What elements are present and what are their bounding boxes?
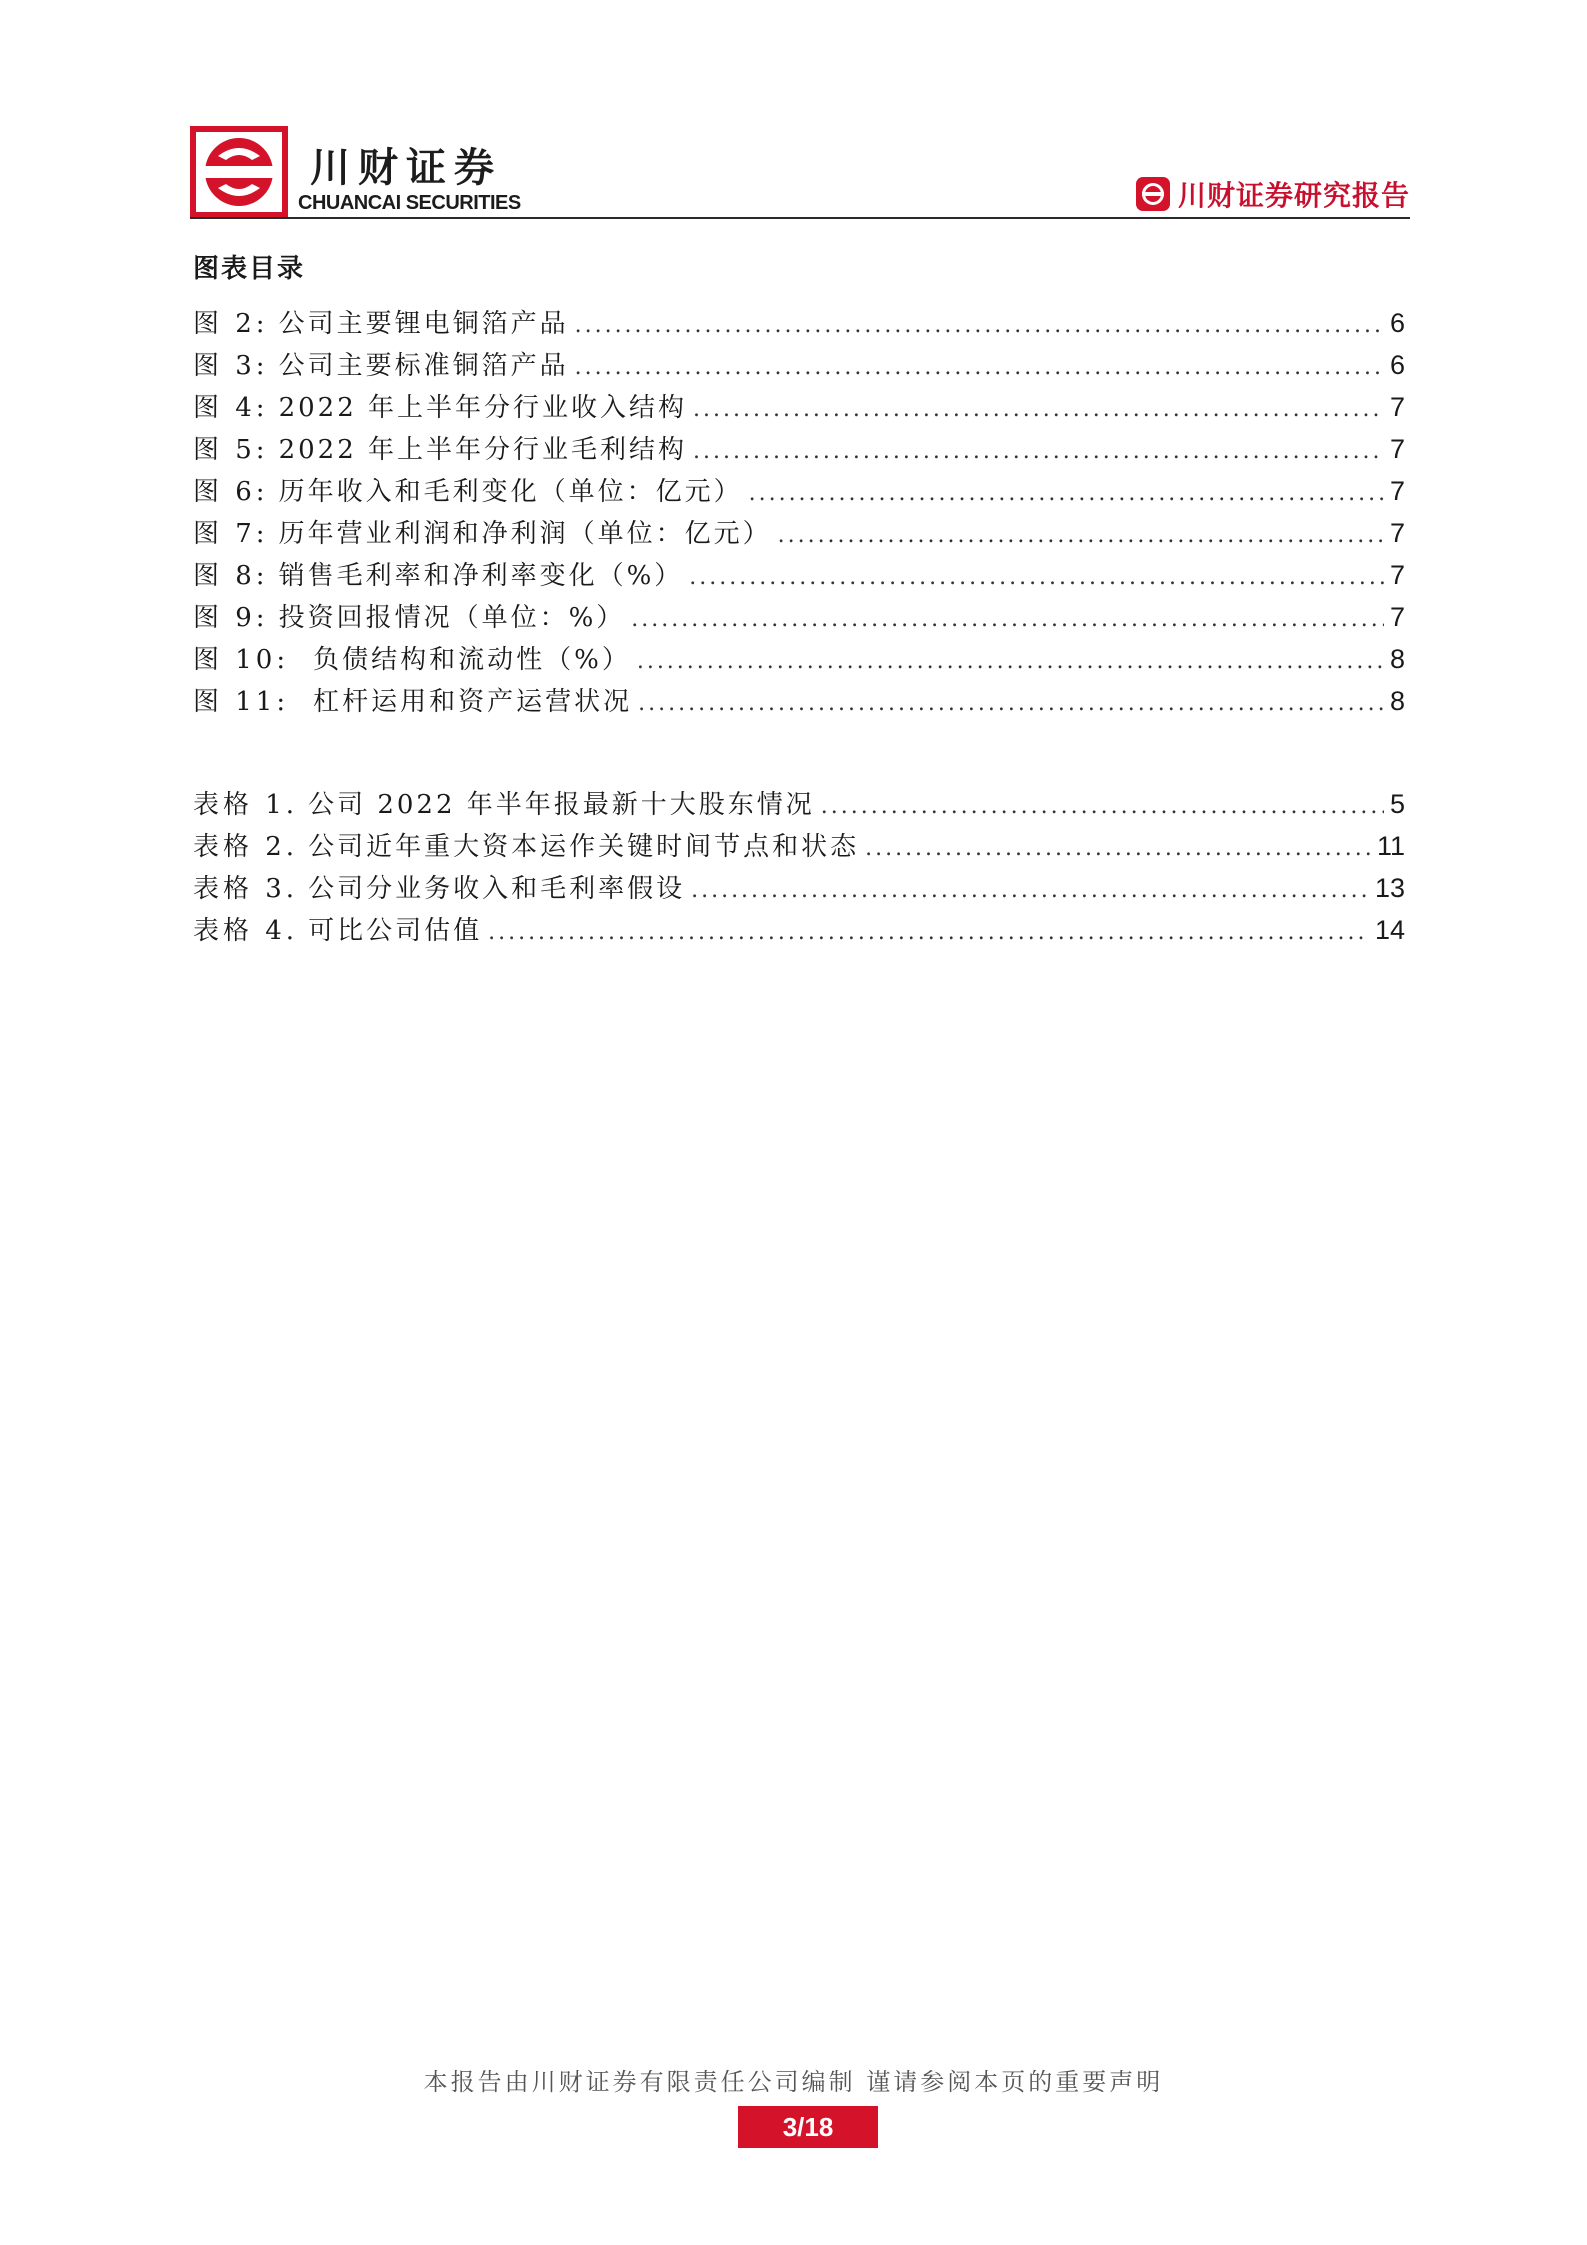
toc-entry-number: 图 11: (193, 687, 290, 717)
toc-entry-title: 公司分业务收入和毛利率假设 (308, 874, 686, 904)
toc-entry-page: 7 (1389, 392, 1405, 422)
toc-entry-page: 13 (1374, 873, 1405, 903)
toc-entry-number: 图 6: (193, 477, 269, 507)
toc-entry-figure-7[interactable] (193, 513, 1405, 555)
page-number-badge: 3/18 (738, 2106, 878, 2148)
header-divider (190, 217, 1410, 219)
dot-leader (575, 355, 1384, 380)
toc-entry-figure-6[interactable] (193, 471, 1405, 513)
toc-entry-title: 杠杆运用和资产运营状况 (313, 687, 633, 717)
dot-leader (691, 878, 1369, 903)
dot-leader (821, 794, 1384, 819)
toc-entry-title: 销售毛利率和净利率变化（%） (278, 561, 684, 591)
toc-entry-number: 图 5: (193, 435, 269, 465)
toc-entry-title: 2022 年上半年分行业收入结构 (278, 393, 688, 423)
toc-entry-page: 7 (1389, 560, 1405, 590)
dot-leader (778, 523, 1384, 548)
dot-leader (488, 920, 1369, 945)
toc-entry-title: 可比公司估值 (308, 916, 483, 946)
toc-entry-table-2[interactable] (193, 826, 1405, 868)
toc-entry-page: 8 (1389, 686, 1405, 716)
chuancai-logo-icon (190, 126, 288, 218)
toc-entry-page: 11 (1376, 831, 1405, 861)
dot-leader (638, 691, 1384, 716)
toc-entry-page: 6 (1389, 308, 1405, 338)
toc-entry-title: 2022 年上半年分行业毛利结构 (278, 435, 688, 465)
toc-entry-page: 5 (1389, 789, 1405, 819)
toc-entry-number: 表格 4. (193, 916, 299, 946)
dot-leader (865, 836, 1371, 861)
toc-entry-figure-2[interactable] (193, 303, 1405, 345)
toc-entry-number: 图 7: (193, 519, 269, 549)
brand-name-english: CHUANCAI SECURITIES (298, 192, 521, 214)
brand-name-chinese: 川财证券 (310, 145, 502, 191)
toc-entry-page: 7 (1389, 602, 1405, 632)
toc-entry-number: 表格 1. (193, 790, 299, 820)
toc-entry-figure-3[interactable] (193, 345, 1405, 387)
toc-entry-page: 7 (1389, 434, 1405, 464)
toc-entry-figure-8[interactable] (193, 555, 1405, 597)
toc-entry-table-4[interactable] (193, 910, 1405, 952)
table-list (193, 784, 1405, 952)
toc-entry-number: 表格 3. (193, 874, 299, 904)
toc-entry-title: 历年收入和毛利变化（单位：亿元） (278, 477, 743, 507)
toc-entry-number: 图 8: (193, 561, 269, 591)
dot-leader (693, 397, 1384, 422)
toc-entry-page: 7 (1389, 476, 1405, 506)
footer-disclaimer: 本报告由川财证券有限责任公司编制 谨请参阅本页的重要声明 (423, 2068, 1164, 2096)
report-type-label: 川财证券研究报告 (1177, 179, 1410, 212)
toc-entry-number: 表格 2. (193, 832, 299, 862)
figure-list (193, 303, 1405, 723)
toc-entry-title: 负债结构和流动性（%） (313, 645, 631, 675)
toc-entry-page: 8 (1389, 644, 1405, 674)
dot-leader (749, 481, 1384, 506)
dot-leader (693, 439, 1384, 464)
toc-entry-title: 公司近年重大资本运作关键时间节点和状态 (308, 832, 860, 862)
page-header (190, 118, 1410, 218)
chuancai-mini-logo-icon (1136, 177, 1170, 211)
toc-entry-table-3[interactable] (193, 868, 1405, 910)
dot-leader (637, 649, 1384, 674)
toc-entry-figure-9[interactable] (193, 597, 1405, 639)
toc-entry-figure-5[interactable] (193, 429, 1405, 471)
dot-leader (631, 607, 1384, 632)
toc-entry-title: 历年营业利润和净利润（单位：亿元） (278, 519, 772, 549)
toc-entry-title: 投资回报情况（单位：%） (278, 603, 626, 633)
toc-entry-title: 公司主要锂电铜箔产品 (278, 309, 569, 339)
toc-title: 图表目录 (193, 254, 306, 284)
report-type-label-group (1136, 174, 1410, 214)
toc-entry-page: 14 (1374, 915, 1405, 945)
toc-entry-page: 6 (1389, 350, 1405, 380)
toc-entry-title: 公司主要标准铜箔产品 (278, 351, 569, 381)
toc-entry-number: 图 10: (193, 645, 290, 675)
toc-entry-number: 图 4: (193, 393, 269, 423)
toc-entry-number: 图 2: (193, 309, 269, 339)
toc-entry-page: 7 (1389, 518, 1405, 548)
dot-leader (575, 313, 1384, 338)
toc-entry-title: 公司 2022 年半年报最新十大股东情况 (308, 790, 815, 820)
dot-leader (689, 565, 1384, 590)
toc-entry-number: 图 9: (193, 603, 269, 633)
toc-entry-figure-10[interactable] (193, 639, 1405, 681)
toc-entry-figure-4[interactable] (193, 387, 1405, 429)
toc-entry-number: 图 3: (193, 351, 269, 381)
toc-entry-figure-11[interactable] (193, 681, 1405, 723)
toc-entry-table-1[interactable] (193, 784, 1405, 826)
